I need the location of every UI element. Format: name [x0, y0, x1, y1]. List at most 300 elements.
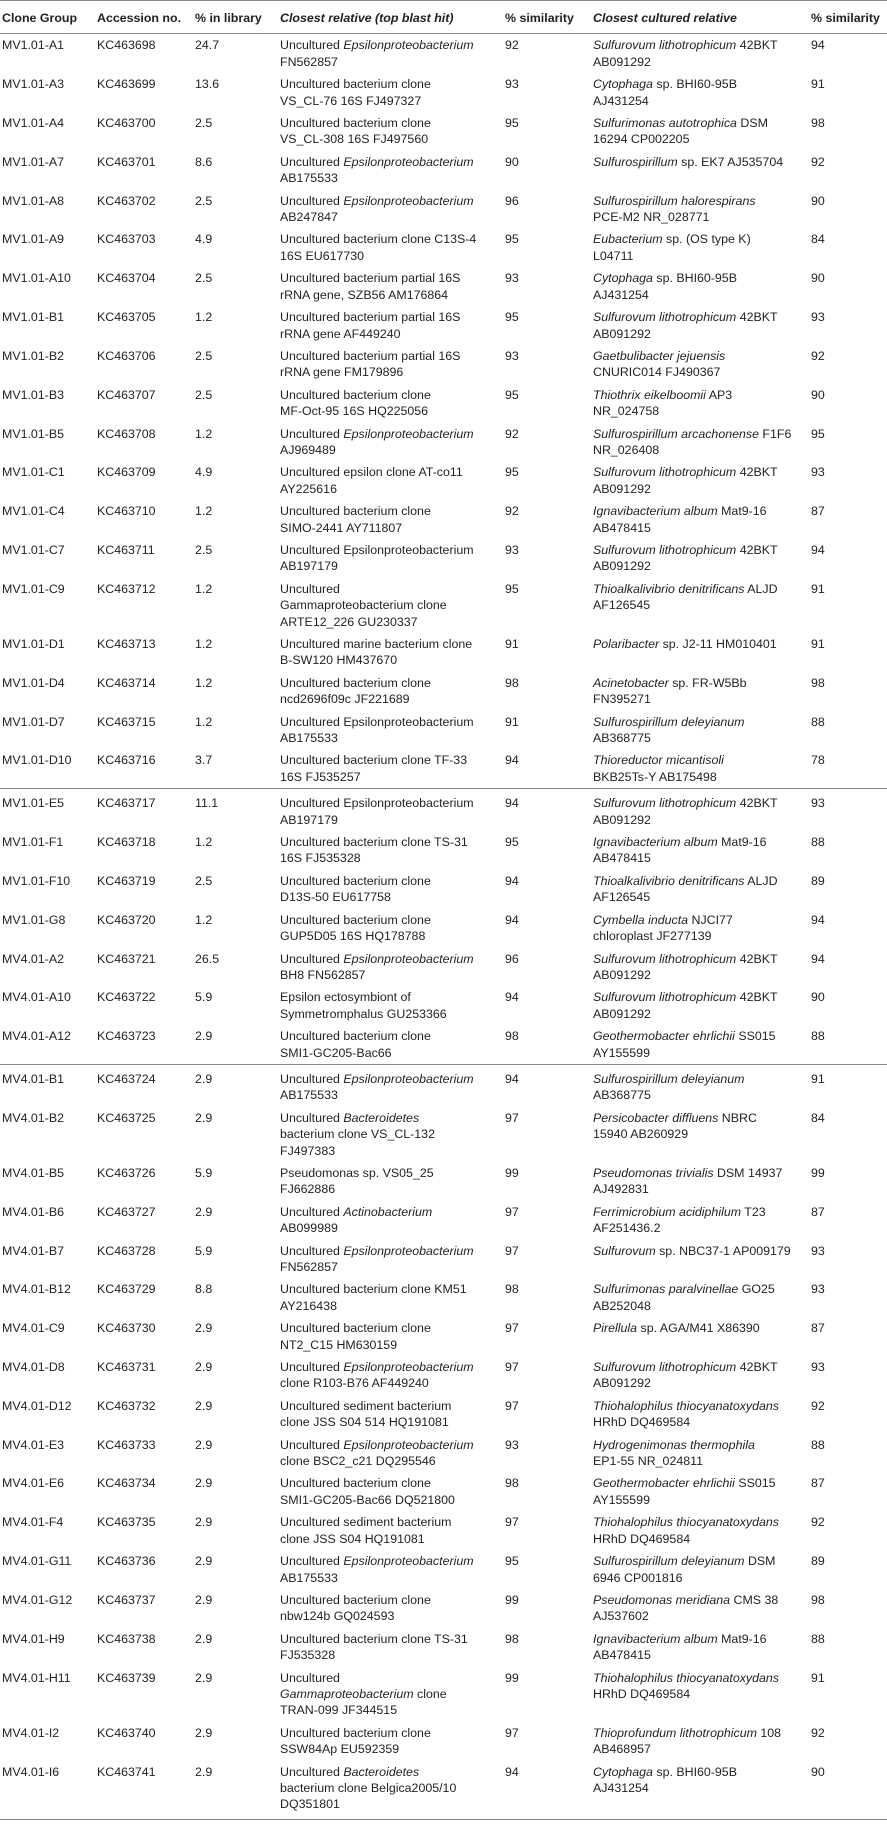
closest-cultured-cell-text: Cymbella inducta — [593, 912, 689, 927]
closest-cultured-cell — [591, 73, 809, 112]
cultured-similarity-cell: 98 — [811, 1592, 825, 1607]
closest-cultured-cell-text: Pirellula — [593, 1321, 638, 1336]
similarity-cell: 94 — [505, 873, 519, 888]
closest-cultured-cell — [591, 267, 809, 306]
closest-cultured-cell-text: sp. J2-11 HM010401 — [659, 637, 777, 651]
similarity-cell: 96 — [505, 193, 519, 208]
closest-relative-cell-text: Uncultured bacterium clone TS-31 16S FJ535328 — [280, 835, 468, 866]
library-percent-cell: 1.2 — [195, 581, 213, 596]
closest-cultured-cell-text: Sulfurovum lithotrophicum — [593, 38, 737, 53]
similarity-cell: 93 — [505, 348, 519, 363]
closest-relative-cell — [278, 1356, 503, 1395]
clone-group-cell: MV1.01-C7 — [2, 542, 65, 557]
closest-cultured-cell-text: PCE-M2 NR_028771 — [593, 210, 710, 225]
clone-group-cell: MV1.01-E5 — [0, 789, 95, 831]
similarity-cell: 98 — [505, 675, 519, 690]
table-header — [0, 1, 887, 34]
closest-cultured-cell — [591, 1240, 809, 1279]
closest-cultured-cell-text: Mat9-16 AB478415 — [593, 835, 767, 866]
closest-cultured-cell-text: Thiohalophilus thiocyanatoxydans — [593, 1398, 779, 1413]
library-percent-cell: 5.9 — [195, 1243, 213, 1258]
closest-relative-cell-text: Uncultured — [280, 1071, 344, 1086]
closest-cultured-cell-text: 108 AB468957 — [593, 1725, 782, 1757]
table-row — [0, 948, 887, 987]
closest-cultured-cell — [591, 909, 809, 948]
closest-relative-cell — [278, 1064, 503, 1106]
closest-cultured-cell-text: 42BKT AB091292 — [593, 1360, 778, 1391]
closest-relative-cell-text: clone R103-B76 AF449240 — [280, 1376, 429, 1391]
closest-cultured-cell-text: Sulfurovum lithotrophicum — [593, 990, 737, 1005]
library-percent-cell: 2.5 — [195, 348, 213, 363]
cultured-similarity-cell: 87 — [811, 1321, 825, 1336]
closest-cultured-cell-text: Sulfurospirillum halorespirans — [593, 193, 756, 208]
closest-cultured-cell-text: AP3 NR_024758 — [593, 387, 733, 419]
closest-relative-cell-text: Uncultured — [280, 951, 344, 966]
cultured-similarity-cell: 95 — [811, 426, 825, 441]
accession-cell: KC463711 — [97, 542, 155, 557]
library-percent-cell: 1.2 — [195, 835, 213, 850]
closest-cultured-cell-text: Thiohalophilus thiocyanatoxydans — [593, 1515, 779, 1530]
closest-cultured-cell — [591, 423, 809, 462]
closest-relative-cell-text: Uncultured — [280, 1670, 340, 1685]
clone-group-cell: MV1.01-D4 — [2, 675, 65, 690]
closest-cultured-cell — [591, 112, 809, 151]
closest-cultured-cell — [591, 1356, 809, 1395]
similarity-cell: 95 — [505, 232, 519, 247]
closest-cultured-cell-text: NBRC 15940 AB260929 — [593, 1110, 757, 1142]
cultured-similarity-cell: 87 — [811, 1204, 825, 1219]
similarity-cell: 97 — [505, 1725, 519, 1740]
closest-relative-cell — [278, 539, 503, 578]
closest-relative-cell-text: Epsilonproteobacterium — [343, 193, 474, 208]
accession-cell: KC463727 — [97, 1204, 156, 1219]
clone-group-cell: MV4.01-B2 — [2, 1110, 64, 1125]
header-pct-library: % in library — [193, 1, 278, 34]
closest-relative-cell-text: Uncultured Epsilonproteobacterium AB197179 — [280, 796, 474, 827]
closest-cultured-cell-text: Polaribacter — [593, 637, 660, 651]
library-percent-cell: 5.9 — [195, 990, 213, 1005]
closest-relative-cell — [278, 1278, 503, 1317]
closest-relative-cell-text: Epsilon ectosymbiont of Symmetromphalus GU253366 — [280, 990, 447, 1021]
closest-relative-cell-text: Epsilonproteobacterium — [343, 951, 474, 966]
similarity-cell: 94 — [505, 753, 519, 768]
similarity-cell: 97 — [505, 1515, 519, 1530]
closest-cultured-cell-text: Sulfurospirillum deleyianum — [593, 1071, 745, 1086]
closest-cultured-cell-text: Mat9-16 AB478415 — [593, 1631, 767, 1663]
clone-group-cell: MV1.01-B1 — [2, 310, 64, 325]
closest-relative-cell — [278, 672, 503, 711]
closest-relative-cell-text: Uncultured — [280, 1204, 344, 1219]
closest-relative-cell — [278, 1761, 503, 1820]
accession-cell: KC463738 — [97, 1631, 156, 1646]
similarity-cell: 97 — [505, 1110, 519, 1125]
closest-cultured-cell-text: sp. EK7 AJ535704 — [677, 154, 784, 169]
cultured-similarity-cell: 84 — [811, 232, 825, 247]
cultured-similarity-cell: 88 — [811, 1437, 825, 1452]
clone-group-cell: MV1.01-D1 — [2, 637, 65, 651]
closest-relative-cell-text: Bacteroidetes — [343, 1764, 420, 1779]
closest-cultured-cell — [591, 1162, 809, 1201]
accession-cell: KC463700 — [97, 116, 156, 131]
closest-cultured-cell-text: Sulfurospirillum deleyianum — [593, 714, 745, 729]
cultured-similarity-cell: 84 — [811, 1110, 825, 1125]
closest-cultured-cell-text: 42BKT AB091292 — [593, 990, 778, 1021]
table-row — [0, 1240, 887, 1279]
closest-relative-cell — [278, 633, 503, 672]
similarity-cell: 95 — [505, 465, 519, 480]
clone-group-cell: MV4.01-I2 — [2, 1725, 60, 1740]
closest-relative-cell — [278, 1472, 503, 1511]
cultured-similarity-cell: 93 — [811, 1282, 825, 1297]
closest-cultured-cell — [591, 633, 809, 672]
accession-cell: KC463714 — [97, 675, 156, 690]
closest-relative-cell-text: Uncultured bacterium clone D13S-50 EU617758 — [280, 873, 431, 905]
closest-cultured-cell — [591, 151, 809, 190]
library-percent-cell: 5.9 — [195, 1165, 213, 1180]
cultured-similarity-cell: 90 — [811, 990, 825, 1005]
closest-cultured-cell-text: sp. BHI60-95B AJ431254 — [593, 1764, 737, 1795]
table-row — [0, 1550, 887, 1589]
cultured-similarity-cell: 93 — [809, 789, 887, 831]
closest-relative-cell-text: Bacteroidetes — [343, 1110, 420, 1125]
clone-group-cell: MV1.01-C9 — [2, 581, 65, 596]
table-row — [0, 831, 887, 870]
header-clone-group: Clone Group — [0, 1, 95, 34]
closest-relative-cell — [278, 73, 503, 112]
cultured-similarity-cell: 88 — [811, 835, 825, 850]
closest-cultured-cell-text: Eubacterium — [593, 232, 663, 247]
closest-cultured-cell-text: Geothermobacter ehrlichii — [593, 1476, 735, 1491]
library-percent-cell: 24.7 — [195, 38, 220, 53]
closest-relative-cell — [278, 1201, 503, 1240]
closest-relative-cell — [278, 423, 503, 462]
library-percent-cell: 1.2 — [195, 504, 213, 519]
cultured-similarity-cell: 92 — [811, 348, 825, 363]
cultured-similarity-cell: 94 — [811, 951, 825, 966]
table-row — [0, 1278, 887, 1317]
table-row — [0, 1722, 887, 1761]
cultured-similarity-cell: 88 — [811, 714, 825, 729]
table-row — [0, 151, 887, 190]
closest-relative-cell — [278, 461, 503, 500]
cultured-similarity-cell: 87 — [811, 504, 825, 519]
closest-relative-cell — [278, 384, 503, 423]
clone-group-cell: MV4.01-B5 — [2, 1165, 64, 1180]
accession-cell: KC463705 — [97, 310, 156, 325]
closest-cultured-cell-text: T23 AF251436.2 — [593, 1204, 766, 1236]
closest-relative-cell-text: clone BSC2_c21 DQ295546 — [280, 1454, 436, 1469]
closest-cultured-cell — [591, 1761, 809, 1820]
library-percent-cell: 1.2 — [195, 675, 213, 690]
clone-group-cell: MV4.01-I6 — [0, 1761, 95, 1820]
closest-relative-cell-text: Uncultured Epsilonproteobacterium AB175533 — [280, 714, 474, 746]
accession-cell: KC463704 — [97, 271, 156, 286]
closest-cultured-cell-text: AB368775 — [593, 1088, 651, 1103]
library-percent-cell: 1.2 — [195, 637, 213, 651]
library-percent-cell: 8.6 — [195, 154, 213, 169]
closest-cultured-cell-text: Cytophaga — [593, 271, 653, 286]
closest-cultured-cell — [591, 1434, 809, 1473]
similarity-cell: 97 — [505, 1243, 519, 1258]
table-row — [0, 190, 887, 229]
library-percent-cell: 2.5 — [195, 387, 213, 402]
clone-group-cell: MV1.01-G8 — [2, 912, 66, 927]
closest-relative-cell-text: Uncultured — [280, 1554, 344, 1569]
closest-cultured-cell — [591, 749, 809, 788]
closest-cultured-cell-text: GO25 AB252048 — [593, 1282, 775, 1313]
similarity-cell: 93 — [505, 1437, 519, 1452]
closest-cultured-cell — [591, 711, 809, 750]
closest-relative-cell-text: Uncultured Epsilonproteobacterium AB197179 — [280, 542, 474, 574]
library-percent-cell: 1.2 — [195, 310, 213, 325]
closest-relative-cell — [278, 1667, 503, 1722]
closest-cultured-cell-text: Sulfurimonas autotrophica — [593, 116, 737, 131]
closest-relative-cell — [278, 711, 503, 750]
clone-group-cell: MV4.01-H11 — [2, 1670, 71, 1685]
closest-relative-cell — [278, 1550, 503, 1589]
cultured-similarity-cell: 94 — [811, 542, 825, 557]
closest-relative-cell-text: Epsilonproteobacterium — [343, 1360, 474, 1375]
accession-cell: KC463702 — [97, 193, 156, 208]
library-percent-cell: 11.1 — [193, 789, 278, 831]
closest-cultured-cell — [591, 461, 809, 500]
table-row — [0, 1511, 887, 1550]
clone-group-cell: MV1.01-B5 — [2, 426, 64, 441]
table-row — [0, 1025, 887, 1064]
closest-relative-cell-text: Uncultured bacterium clone NT2_C15 HM630159 — [280, 1321, 431, 1352]
similarity-cell: 94 — [505, 912, 519, 927]
closest-relative-cell-text: Pseudomonas sp. VS05_25 FJ662886 — [280, 1165, 434, 1197]
closest-cultured-cell — [591, 1628, 809, 1667]
closest-relative-cell-text: Uncultured marine bacterium clone B-SW120 HM437670 — [280, 637, 473, 668]
closest-cultured-cell — [591, 1201, 809, 1240]
closest-relative-cell — [278, 1107, 503, 1162]
closest-relative-cell-text: Uncultured bacterium clone SMI1-GC205-Bac66 DQ521800 — [280, 1476, 455, 1507]
closest-cultured-cell-text: Thioalkalivibrio denitrificans — [593, 873, 745, 888]
accession-cell: KC463713 — [97, 637, 156, 651]
cultured-similarity-cell: 90 — [811, 193, 825, 208]
closest-cultured-cell-text: Sulfurovum lithotrophicum — [593, 542, 737, 557]
closest-relative-cell — [278, 1162, 503, 1201]
clone-group-cell: MV4.01-D12 — [2, 1398, 72, 1413]
similarity-cell: 97 — [505, 1398, 519, 1413]
clone-group-cell: MV4.01-D8 — [2, 1360, 65, 1375]
closest-cultured-cell-text: ALJD AF126545 — [593, 581, 778, 613]
similarity-cell: 95 — [505, 387, 519, 402]
clone-group-cell: MV1.01-A9 — [2, 232, 64, 247]
accession-cell: KC463721 — [97, 951, 156, 966]
accession-cell: KC463706 — [97, 348, 156, 363]
cultured-similarity-cell: 98 — [811, 675, 825, 690]
closest-cultured-cell-text: Cytophaga — [593, 77, 653, 92]
cultured-similarity-cell: 92 — [811, 1515, 825, 1530]
closest-cultured-cell-text: Sulfurimonas paralvinellae — [593, 1282, 739, 1297]
table-row — [0, 1667, 887, 1722]
table-row — [0, 672, 887, 711]
table-row — [0, 1064, 887, 1106]
closest-cultured-cell-text: DSM 6946 CP001816 — [593, 1554, 776, 1585]
table-row — [0, 539, 887, 578]
similarity-cell: 94 — [505, 990, 519, 1005]
closest-cultured-cell — [591, 306, 809, 345]
closest-cultured-cell-text: sp. BHI60-95B AJ431254 — [593, 77, 737, 108]
closest-cultured-cell-text: Sulfurovum lithotrophicum — [593, 951, 737, 966]
closest-relative-cell-text: Uncultured bacterium clone TS-31 FJ535328 — [280, 1631, 468, 1663]
closest-cultured-cell-text: sp. BHI60-95B AJ431254 — [593, 271, 737, 302]
closest-relative-cell — [278, 749, 503, 788]
closest-relative-cell-text: clone TRAN-099 JF344515 — [280, 1686, 447, 1718]
table-row — [0, 1395, 887, 1434]
library-percent-cell: 1.2 — [195, 426, 213, 441]
accession-cell: KC463734 — [97, 1476, 156, 1491]
similarity-cell: 96 — [505, 951, 519, 966]
table-row — [0, 461, 887, 500]
closest-cultured-cell-text: Ferrimicrobium acidiphilum — [593, 1204, 742, 1219]
closest-cultured-cell — [591, 1395, 809, 1434]
closest-relative-cell-text: Uncultured — [280, 1110, 344, 1125]
table-row — [0, 633, 887, 672]
library-percent-cell: 2.9 — [195, 1029, 213, 1044]
clone-group-cell: MV1.01-B2 — [2, 348, 64, 363]
clone-group-cell: MV4.01-E6 — [2, 1476, 64, 1491]
similarity-cell: 99 — [505, 1670, 519, 1685]
closest-relative-cell-text: Uncultured bacterium partial 16S rRNA gene AF449240 — [280, 310, 461, 341]
clone-group-cell: MV4.01-E3 — [2, 1437, 64, 1452]
closest-relative-cell — [278, 1317, 503, 1356]
similarity-cell: 98 — [505, 1282, 519, 1297]
closest-cultured-cell-text: sp. AGA/M41 X86390 — [637, 1321, 760, 1336]
closest-relative-cell-text: Uncultured bacterium clone VS_CL-308 16S FJ497560 — [280, 116, 431, 147]
closest-relative-cell — [278, 345, 503, 384]
clone-group-cell: MV4.01-A10 — [2, 990, 71, 1005]
closest-relative-cell-text: Epsilonproteobacterium — [343, 426, 474, 441]
closest-relative-cell-text: Uncultured bacterium clone C13S-4 16S EU617730 — [280, 232, 477, 263]
accession-cell: KC463726 — [97, 1165, 156, 1180]
closest-cultured-cell — [591, 1667, 809, 1722]
clone-group-cell: MV1.01-A3 — [2, 77, 64, 92]
closest-relative-cell-text: AB247847 — [280, 210, 338, 225]
library-percent-cell: 2.9 — [195, 1110, 213, 1125]
library-percent-cell: 2.5 — [195, 271, 213, 286]
closest-relative-cell-text: Uncultured — [280, 1764, 344, 1779]
library-percent-cell: 2.9 — [195, 1554, 213, 1569]
clone-group-cell: MV4.01-F4 — [2, 1515, 64, 1530]
closest-cultured-cell — [591, 1025, 809, 1064]
closest-cultured-cell-text: Cytophaga — [593, 1764, 653, 1779]
closest-relative-cell — [278, 578, 503, 633]
library-percent-cell: 2.9 — [195, 1631, 213, 1646]
similarity-cell: 98 — [505, 1476, 519, 1491]
closest-relative-cell — [278, 948, 503, 987]
closest-relative-cell-text: BH8 FN562857 — [280, 967, 366, 982]
similarity-cell: 90 — [505, 154, 519, 169]
accession-cell: KC463732 — [97, 1398, 156, 1413]
clone-group-cell: MV1.01-D10 — [2, 753, 72, 768]
closest-cultured-cell-text: AB368775 — [593, 731, 651, 746]
closest-relative-cell — [278, 1240, 503, 1279]
closest-relative-cell-text: Uncultured — [280, 38, 344, 53]
accession-cell: KC463709 — [97, 465, 156, 480]
header-closest-cultured: Closest cultured relative — [591, 1, 809, 34]
closest-cultured-cell-text: Geothermobacter ehrlichii — [593, 1029, 735, 1044]
closest-cultured-cell-text: DSM 16294 CP002205 — [593, 116, 768, 147]
closest-relative-cell-text: AB099989 — [280, 1221, 338, 1236]
closest-relative-cell-text: Uncultured bacterium clone GUP5D05 16S HQ178788 — [280, 912, 431, 944]
closest-cultured-cell-text: Ignavibacterium album — [593, 504, 718, 519]
clone-group-cell: MV4.01-B12 — [2, 1282, 71, 1297]
closest-cultured-cell — [591, 1472, 809, 1511]
closest-cultured-cell — [591, 672, 809, 711]
closest-relative-cell-text: Uncultured bacterium clone SIMO-2441 AY711807 — [280, 504, 431, 535]
closest-cultured-cell — [591, 986, 809, 1025]
accession-cell: KC463725 — [97, 1110, 156, 1125]
closest-cultured-cell-text: sp. (OS type K) L04711 — [593, 232, 751, 263]
library-percent-cell: 2.9 — [195, 1476, 213, 1491]
library-percent-cell: 1.2 — [195, 714, 213, 729]
closest-cultured-cell — [591, 578, 809, 633]
clone-group-cell: MV1.01-A4 — [2, 116, 64, 131]
closest-relative-cell-text: Uncultured bacterium partial 16S rRNA gene, SZB56 AM176864 — [280, 271, 461, 302]
closest-relative-cell-text: Uncultured bacterium clone SSW84Ap EU592359 — [280, 1725, 431, 1757]
closest-cultured-cell — [591, 228, 809, 267]
clone-group-cell: MV1.01-A1 — [2, 38, 64, 53]
closest-cultured-cell-text: DSM 14937 AJ492831 — [593, 1165, 783, 1197]
closest-cultured-cell-text: Thiohalophilus thiocyanatoxydans — [593, 1670, 779, 1685]
library-percent-cell: 4.9 — [195, 232, 213, 247]
closest-cultured-cell — [591, 1317, 809, 1356]
closest-relative-cell — [278, 190, 503, 229]
closest-relative-cell — [278, 1628, 503, 1667]
accession-cell: KC463739 — [97, 1670, 156, 1685]
closest-relative-cell-text: Uncultured bacterium clone KM51 AY216438 — [280, 1282, 467, 1313]
similarity-cell: 91 — [505, 637, 519, 651]
table-row — [0, 1107, 887, 1162]
accession-cell: KC463728 — [97, 1243, 156, 1258]
closest-relative-cell-text: Uncultured bacterium clone TF-33 16S FJ535257 — [280, 753, 468, 784]
similarity-cell: 99 — [505, 1592, 519, 1607]
library-percent-cell: 2.9 — [195, 1670, 213, 1685]
table-row — [0, 749, 887, 788]
cultured-similarity-cell: 93 — [811, 465, 825, 480]
similarity-cell: 94 — [503, 789, 591, 831]
similarity-cell: 91 — [505, 714, 519, 729]
closest-cultured-cell — [591, 345, 809, 384]
clone-group-cell: MV1.01-A10 — [2, 271, 71, 286]
clone-group-cell: MV1.01-D7 — [2, 714, 65, 729]
cultured-similarity-cell: 90 — [811, 387, 825, 402]
closest-cultured-cell — [591, 1107, 809, 1162]
cultured-similarity-cell: 78 — [811, 753, 825, 768]
accession-cell: KC463723 — [97, 1029, 156, 1044]
closest-relative-cell — [278, 831, 503, 870]
closest-cultured-cell — [591, 384, 809, 423]
similarity-cell: 98 — [505, 1631, 519, 1646]
closest-relative-cell-text: Epsilonproteobacterium — [343, 1554, 474, 1569]
closest-cultured-cell-text: Sulfurovum lithotrophicum — [593, 796, 737, 811]
closest-cultured-cell-text: SS015 AY155599 — [593, 1476, 776, 1507]
header-similarity-1: % similarity — [503, 1, 591, 34]
closest-relative-cell — [278, 909, 503, 948]
closest-relative-cell — [278, 1511, 503, 1550]
closest-cultured-cell — [591, 870, 809, 909]
accession-cell: KC463707 — [97, 387, 156, 402]
cultured-similarity-cell: 91 — [811, 1670, 825, 1685]
closest-relative-cell-text: Actinobacterium — [343, 1204, 433, 1219]
library-percent-cell: 2.9 — [195, 1204, 213, 1219]
cultured-similarity-cell: 99 — [811, 1165, 825, 1180]
cultured-similarity-cell: 93 — [811, 1360, 825, 1375]
cultured-similarity-cell: 93 — [811, 1243, 825, 1258]
